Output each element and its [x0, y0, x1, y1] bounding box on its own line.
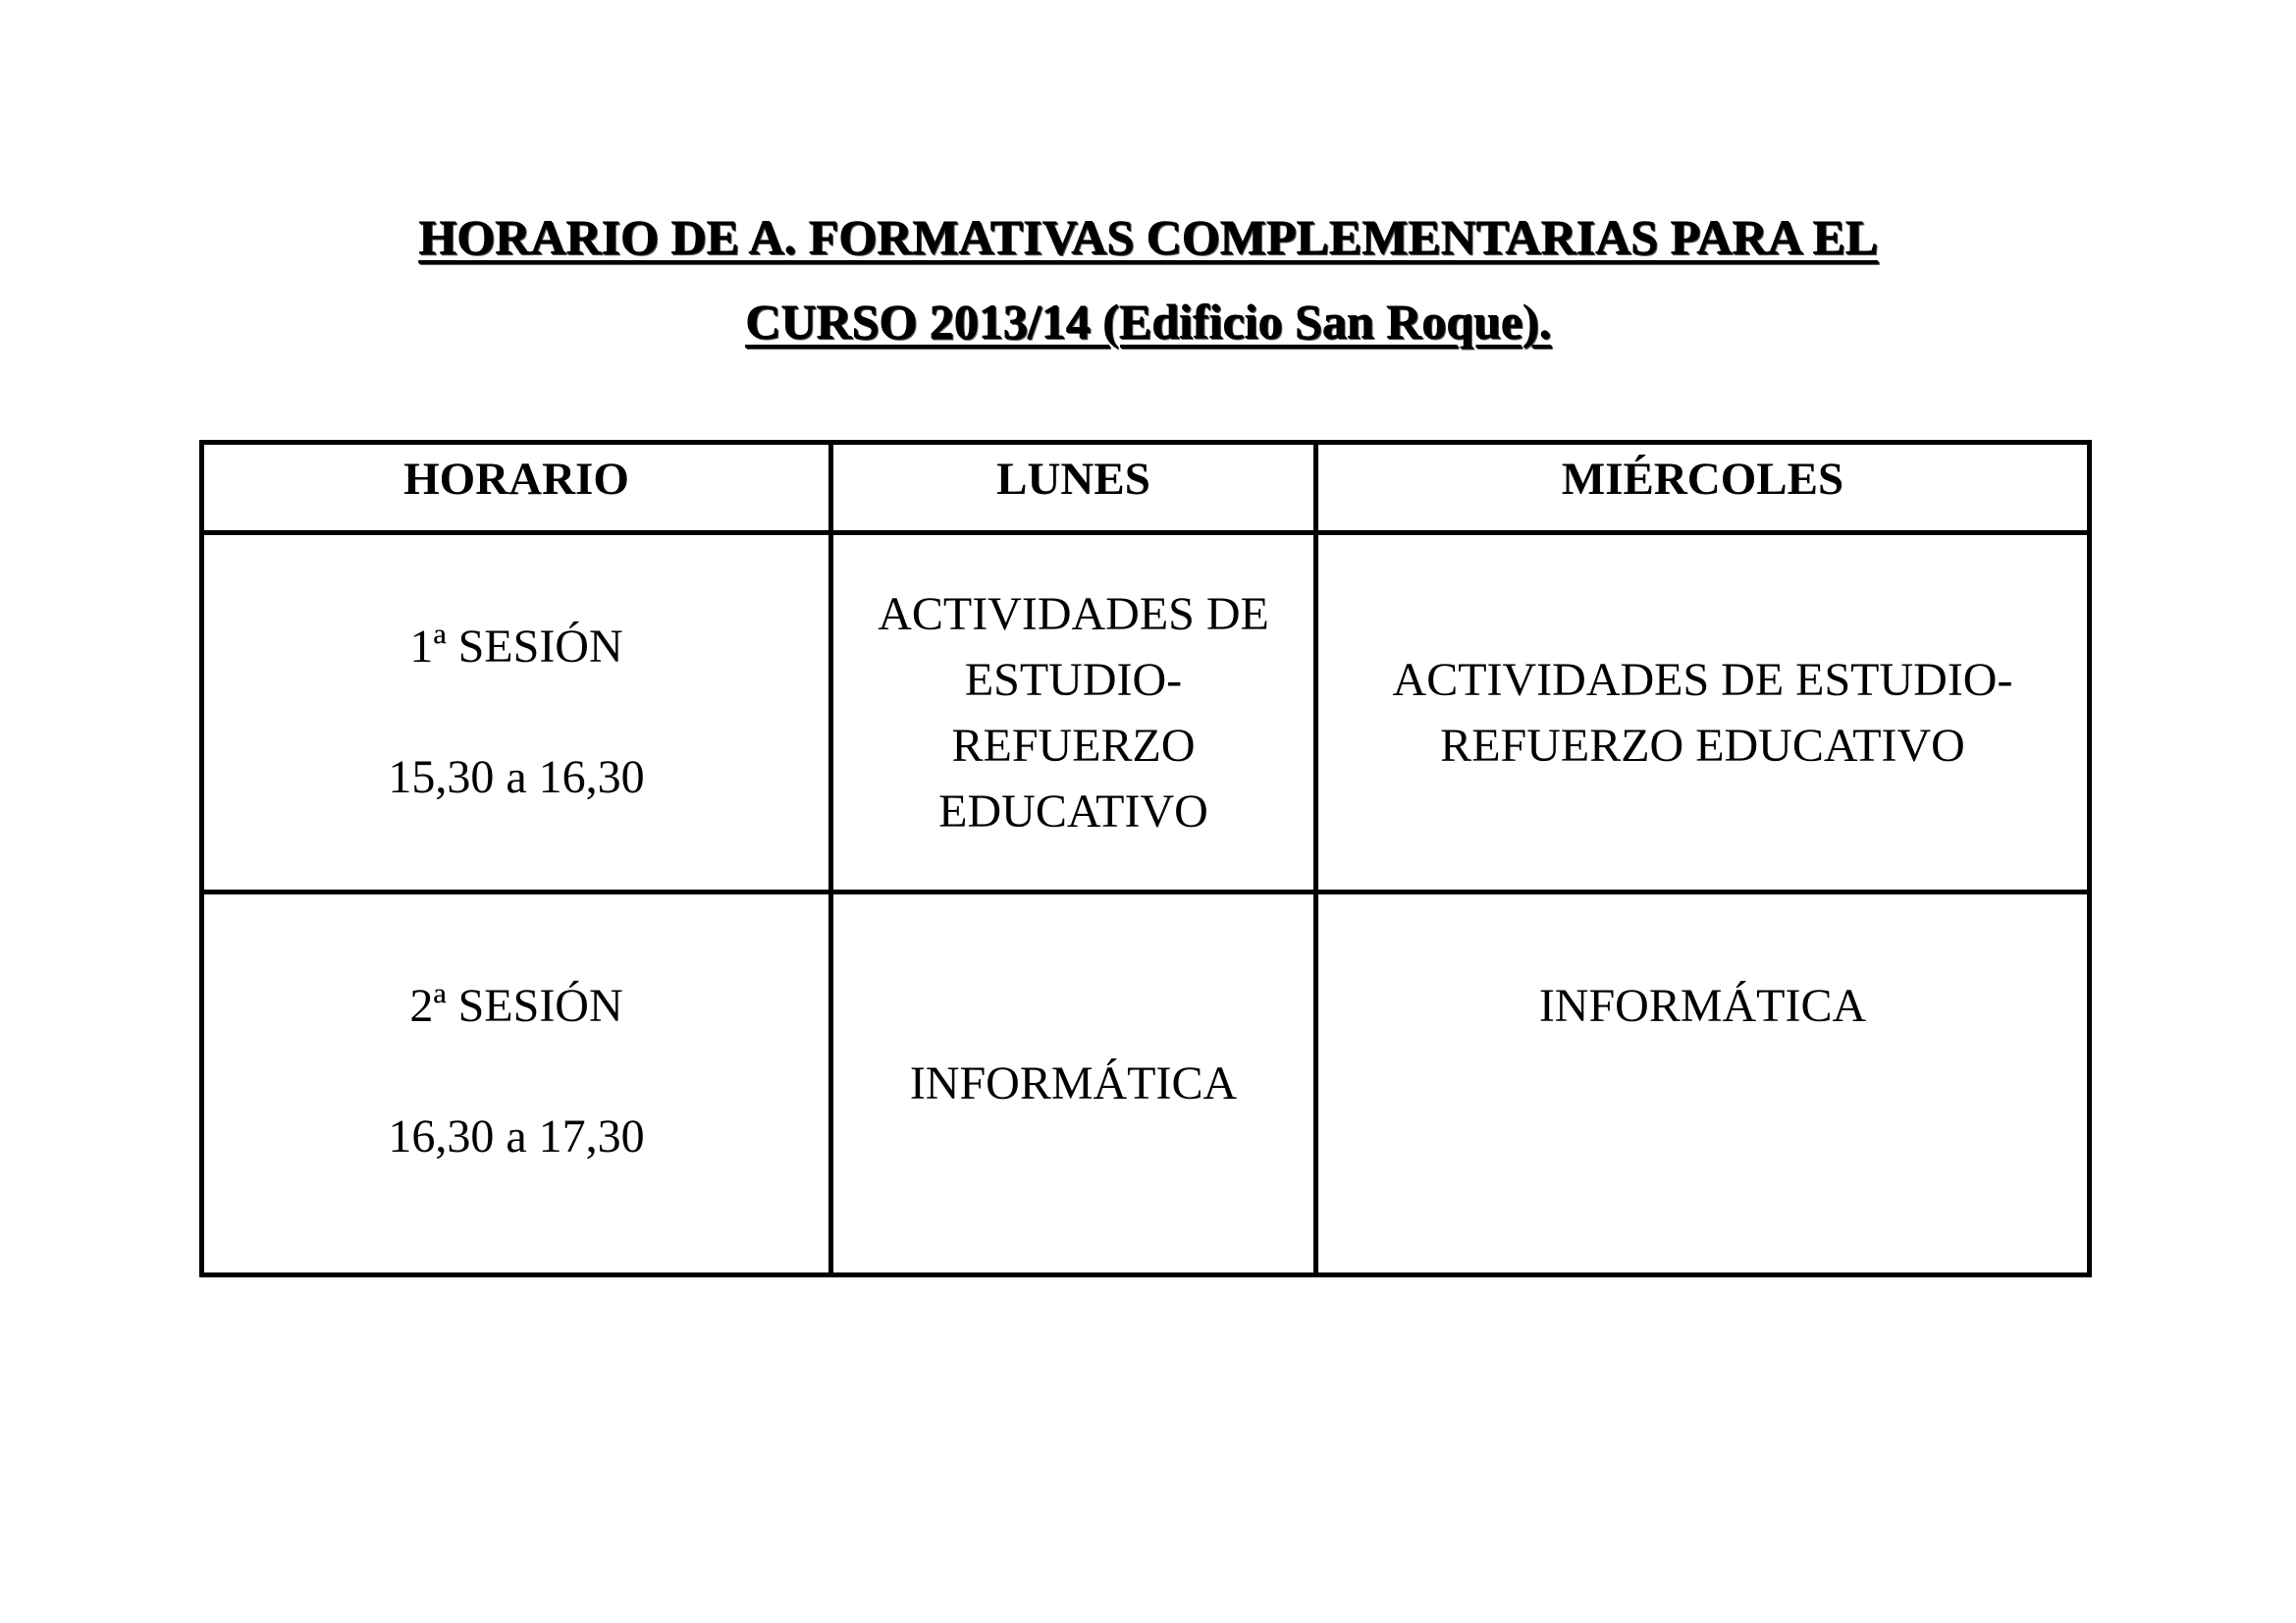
time-cell: [202, 533, 831, 893]
header-horario: HORARIO: [202, 443, 831, 533]
schedule-table: [199, 440, 2092, 1277]
header-row: [202, 443, 2090, 533]
activity-text: ACTIVIDADES DE ESTUDIO-REFUERZO EDUCATIVO: [878, 587, 1269, 838]
table-row: [202, 533, 2090, 893]
miercoles-cell: [1316, 533, 2090, 893]
title-line-2: CURSO 2013/14 (Edificio San Roque).: [745, 294, 1551, 349]
header-miercoles: MIÉRCOLES: [1316, 443, 2090, 533]
miercoles-cell: [1316, 893, 2090, 1275]
document-title: [0, 194, 2296, 363]
session-time: 16,30 a 17,30: [388, 1110, 645, 1163]
header-lunes: LUNES: [831, 443, 1316, 533]
title-line-1: HORARIO DE A. FORMATIVAS COMPLEMENTARIAS PARA EL: [418, 209, 1878, 264]
session-time: 15,30 a 16,30: [388, 751, 645, 803]
activity-text: ACTIVIDADES DE ESTUDIO-REFUERZO EDUCATIVO: [1392, 653, 2013, 772]
session-label: 1ª SESIÓN: [409, 621, 623, 673]
session-label: 2ª SESIÓN: [409, 980, 623, 1032]
lunes-cell: [831, 533, 1316, 893]
activity-text: INFORMÁTICA: [1538, 980, 1867, 1032]
time-cell: [202, 893, 831, 1275]
lunes-cell: [831, 893, 1316, 1275]
activity-text: INFORMÁTICA: [909, 1057, 1238, 1109]
table-row: [202, 893, 2090, 1275]
